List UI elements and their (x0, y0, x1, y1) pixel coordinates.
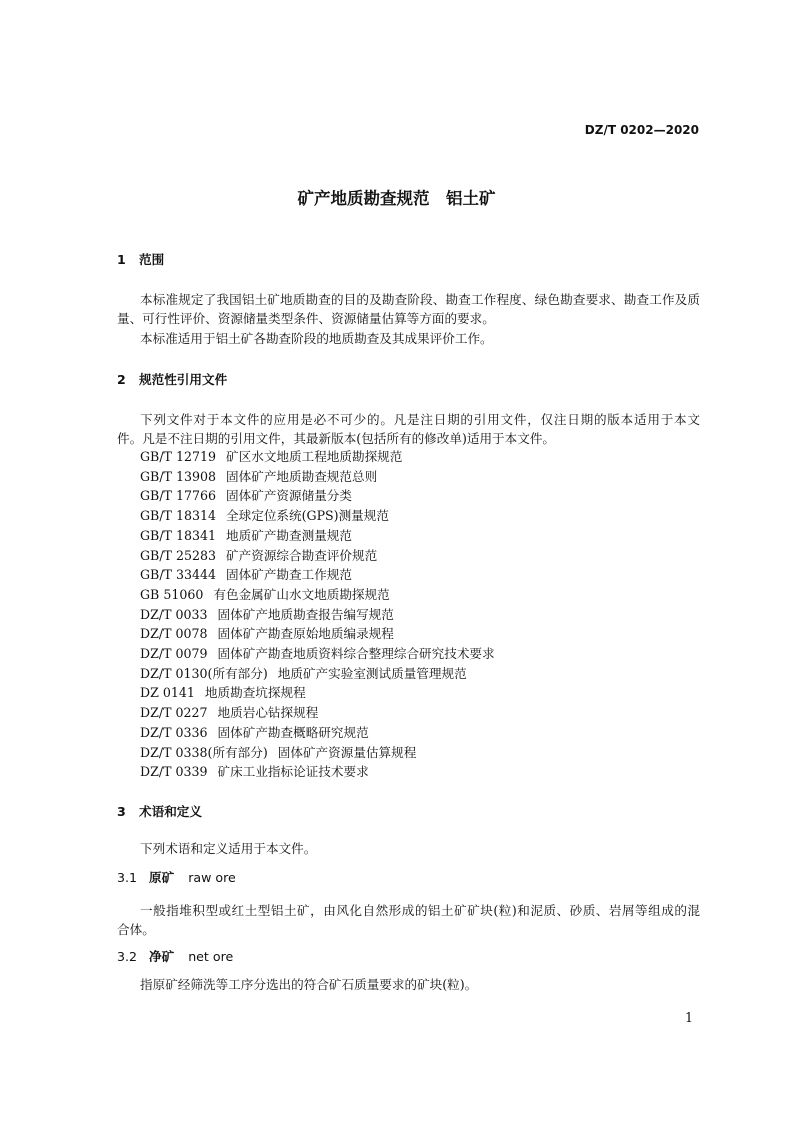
definition-line: 合体。 (117, 922, 155, 937)
reference-item (140, 528, 352, 544)
reference-item (140, 567, 352, 583)
section-1-heading (117, 252, 164, 268)
reference-code: DZ/T 0336 (140, 724, 208, 740)
paragraph-line: 下列文件对于本文件的应用是必不可少的。凡是注日期的引用文件，仅注日期的版本适用于本文 (140, 412, 700, 427)
reference-title: 固体矿产地质勘查规范总则 (226, 468, 378, 484)
term-name: 净矿 (149, 949, 175, 964)
definition: 指原矿经筛洗等工序分选出的符合矿石质量要求的矿块(粒)。 (140, 977, 478, 992)
definition-line: 一般指堆积型或红土型铝土矿，由风化自然形成的铝土矿矿块(粒)和泥质、砂质、岩屑等组成的混 (140, 903, 700, 918)
paragraph-line: 量、可行性评价、资源储量类型条件、资源储量估算等方面的要求。 (117, 311, 495, 326)
paragraph-line: 件。凡是不注日期的引用文件，其最新版本(包括所有的修改单)适用于本文件。 (117, 431, 556, 446)
reference-title: 固体矿产勘查概略研究规范 (217, 724, 369, 740)
page-number: 1 (684, 1010, 693, 1025)
term-number: 3.2 (117, 949, 138, 964)
reference-item (140, 449, 402, 465)
term-number: 3.1 (117, 870, 138, 885)
reference-title: 矿产资源综合勘查评价规范 (226, 547, 378, 563)
reference-item (140, 587, 390, 603)
reference-title: 矿床工业指标论证技术要求 (217, 764, 369, 780)
term-name: 原矿 (149, 870, 175, 885)
reference-item (140, 488, 352, 504)
reference-item (140, 685, 306, 701)
section-title: 规范性引用文件 (139, 372, 228, 387)
term-english: raw ore (188, 870, 236, 885)
reference-code: GB 51060 (140, 586, 204, 602)
reference-item (140, 508, 389, 524)
reference-title: 矿区水文地质工程地质勘探规范 (226, 449, 403, 464)
reference-code: GB/T 17766 (140, 488, 217, 504)
paragraph-line: 本标准规定了我国铝土矿地质勘查的目的及勘查阶段、勘查工作程度、绿色勘查要求、勘查工作及质 (140, 292, 700, 307)
reference-title: 地质矿产实验室测试质量管理规范 (277, 665, 467, 681)
reference-item (140, 666, 467, 682)
reference-code: DZ/T 0130(所有部分) (140, 665, 268, 681)
section-2-heading (117, 372, 227, 388)
section-3-heading (117, 804, 202, 820)
reference-item (140, 548, 377, 564)
reference-item (140, 725, 369, 741)
reference-code: GB/T 33444 (140, 567, 217, 583)
term-3-2-heading (117, 949, 233, 965)
section-number: 3 (117, 804, 126, 819)
section-title: 范围 (139, 252, 165, 267)
reference-title: 地质矿产勘查测量规范 (226, 527, 352, 543)
reference-title: 全球定位系统(GPS)测量规范 (226, 508, 389, 524)
reference-item (140, 607, 394, 623)
reference-code: DZ/T 0338(所有部分) (140, 744, 268, 760)
reference-code: GB/T 13908 (140, 468, 217, 484)
reference-item (140, 646, 495, 662)
term-english: net ore (188, 949, 234, 964)
section-number: 1 (117, 252, 126, 267)
section-title: 术语和定义 (139, 804, 202, 819)
section-number: 2 (117, 372, 126, 387)
reference-title: 固体矿产勘查工作规范 (226, 567, 352, 583)
reference-title: 地质勘查坑探规程 (204, 685, 306, 701)
reference-code: DZ 0141 (140, 685, 195, 701)
reference-code: GB/T 25283 (140, 547, 217, 563)
paragraph: 本标准适用于铝土矿各勘查阶段的地质勘查及其成果评价工作。 (140, 331, 493, 346)
reference-code: DZ/T 0078 (140, 626, 208, 642)
reference-title: 有色金属矿山水文地质勘探规范 (213, 586, 390, 602)
reference-item (140, 745, 416, 761)
reference-code: DZ/T 0339 (140, 764, 208, 780)
standard-number: DZ/T 0202—2020 (584, 123, 699, 137)
reference-item (140, 626, 394, 642)
reference-item (140, 764, 369, 780)
reference-title: 地质岩心钻探规程 (217, 705, 319, 721)
reference-item (140, 705, 318, 721)
reference-code: GB/T 12719 (140, 449, 217, 464)
reference-item (140, 469, 377, 485)
paragraph: 下列术语和定义适用于本文件。 (140, 841, 317, 856)
reference-code: DZ/T 0079 (140, 646, 208, 661)
reference-code: DZ/T 0033 (140, 606, 208, 622)
page-title: 矿产地质勘查规范 铝土矿 (297, 189, 496, 208)
reference-title: 固体矿产资源储量分类 (226, 488, 352, 504)
reference-code: GB/T 18314 (140, 508, 217, 524)
reference-title: 固体矿产资源量估算规程 (277, 744, 417, 760)
reference-code: GB/T 18341 (140, 527, 217, 543)
reference-title: 固体矿产地质勘查报告编写规范 (217, 606, 394, 622)
reference-code: DZ/T 0227 (140, 705, 208, 721)
term-3-1-heading (117, 870, 236, 886)
reference-title: 固体矿产勘查原始地质编录规程 (217, 626, 394, 642)
reference-title: 固体矿产勘查地质资料综合整理综合研究技术要求 (217, 646, 495, 661)
